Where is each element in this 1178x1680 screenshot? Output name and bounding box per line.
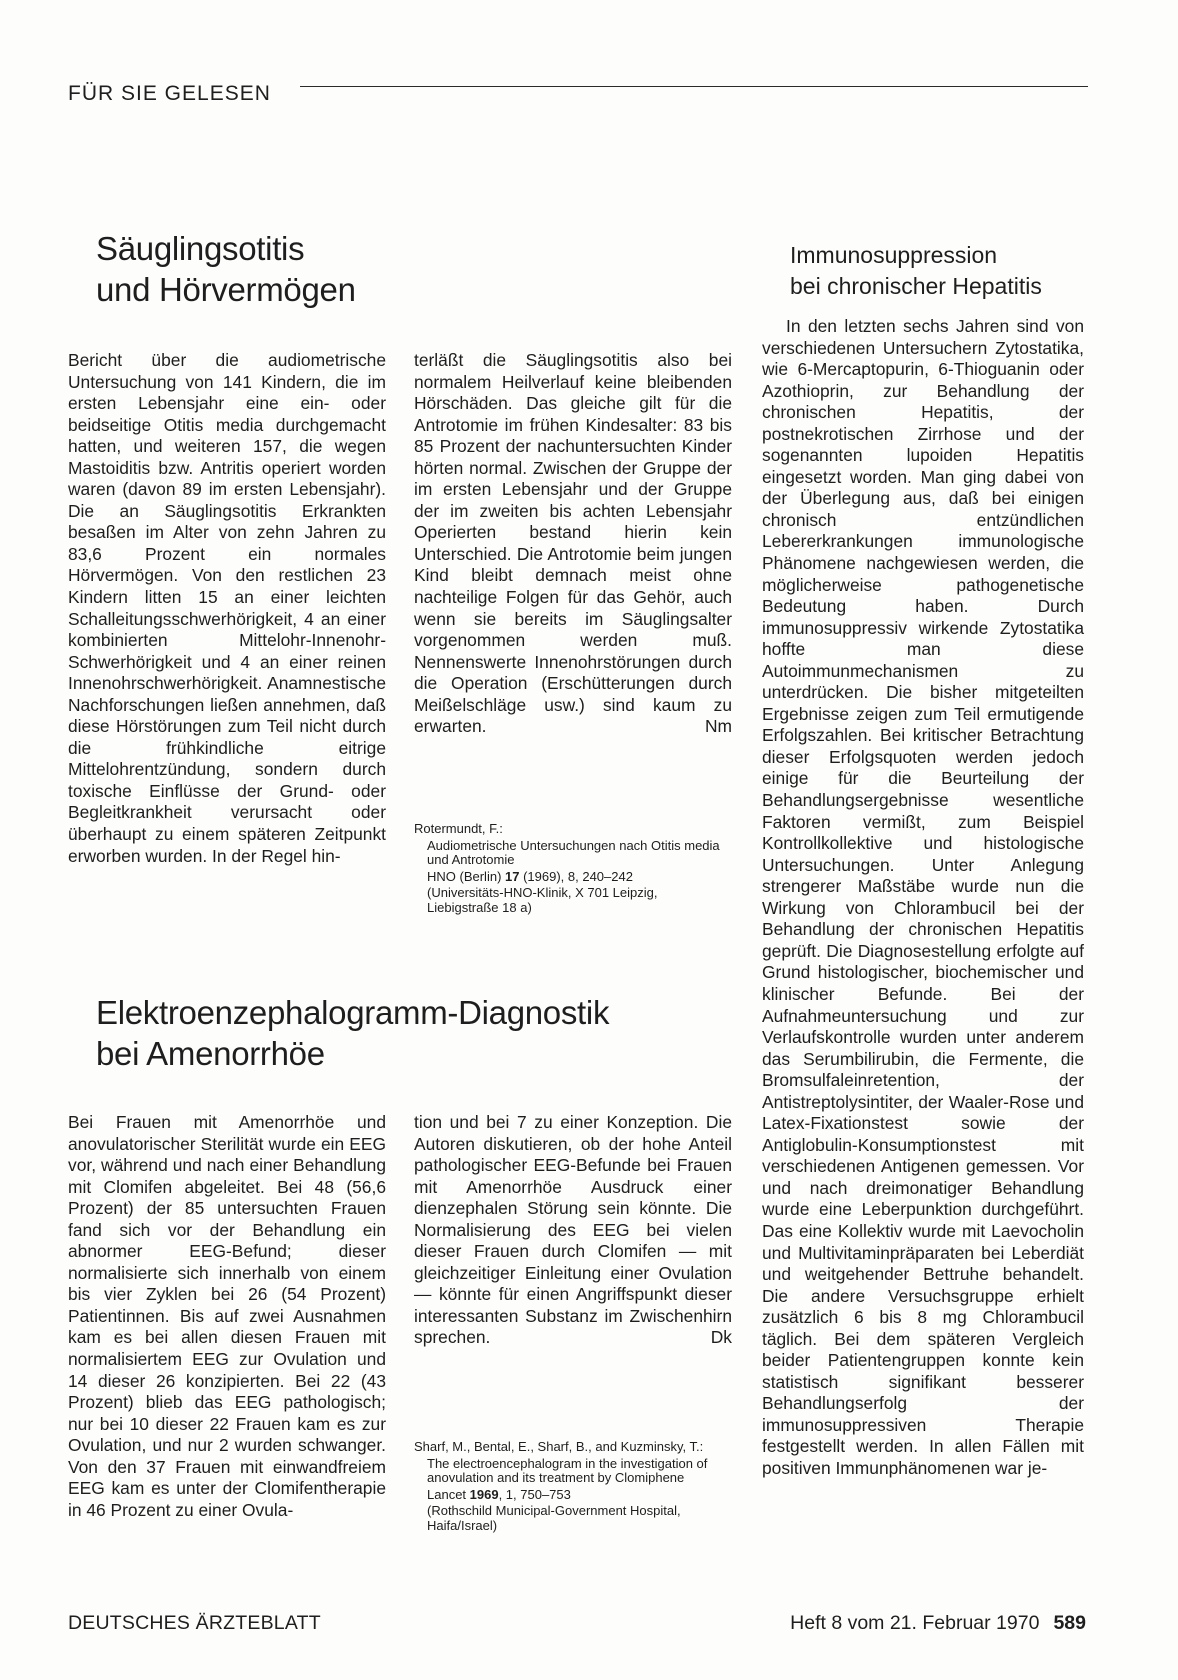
reference-address: (Rothschild Municipal-Government Hospital, Haifa/Israel) xyxy=(427,1503,681,1533)
title-line: Elektroenzephalogramm-Diagnostik xyxy=(96,994,610,1031)
body-text: Bericht über die audiometrische Untersuchung von 141 Kindern, die im ersten Lebensjahr eine ein- oder beidseitige Otitis media durchgemacht hatten, und weiteren 157, die wegen Mastoiditis bzw. Antritis operiert worden waren (davon 89 im ersten Lebensjahr). Die an Säuglingsotitis Erkrankten besaßen im Alter von zehn Jahren zu 83,6 Prozent ein normales Hörvermögen. Von den restlichen 23 Kindern litten 15 an einer leichten Schalleitungsschwerhörigkeit, 4 an einer kombinierten Mittelohr-Innenohr-Schwerhörigkeit und 4 an einer reinen Innenohrschwerhörigkeit. Anamnestische Nachforschungen ließen annehmen, daß diese Hörstörungen zum Teil nicht durch die frühkindliche eitrige Mittelohrentzündung, sondern durch toxische Einflüsse der Grund- oder Begleitkrankheit verursacht oder überhaupt zu einem späteren Zeitpunkt erworben wurden. In der Regel hin- xyxy=(68,350,386,866)
reference-details xyxy=(414,1457,732,1534)
reference-author: Rotermundt, F.: xyxy=(414,821,503,836)
reference-title: The electroencephalogram in the investigation of anovulation and its treatment by Clomiphene xyxy=(427,1455,708,1485)
issue-date: Heft 8 vom 21. Februar 1970 xyxy=(790,1612,1040,1634)
article1-column-2 xyxy=(414,350,732,738)
reference-address: (Universitäts-HNO-Klinik, X 701 Leipzig, Liebigstraße 18 a) xyxy=(427,885,658,915)
title-line: Immunosuppression xyxy=(790,242,998,268)
author-signature: Dk xyxy=(710,1327,732,1348)
article1-column-1 xyxy=(68,350,386,867)
reference-journal: HNO (Berlin) 17 (1969), 8, 240–242 xyxy=(427,868,633,884)
header-rule xyxy=(300,86,1088,87)
title-line: bei Amenorrhöe xyxy=(96,1035,325,1072)
title-line: und Hörvermögen xyxy=(96,271,356,308)
body-text: tion und bei 7 zu einer Konzeption. Die Autoren diskutieren, ob der hohe Anteil pathologischer EEG-Befunde bei Frauen mit Amenorrhöe Ausdruck einer dienzephalen Störung sein könnte. Die Normalisierung des EEG bei vielen dieser Frauen durch Clomifen — mit gleichzeitiger Einleitung einer Ovulation — könnte für einen Angriffspunkt dieser interessanten Substanz im Zwischenhirn sprechen. xyxy=(414,1112,732,1348)
footer-journal-name: DEUTSCHES ÄRZTEBLATT xyxy=(68,1612,321,1634)
article2-column-1 xyxy=(68,1112,386,1521)
body-text: terläßt die Säuglingsotitis also bei normalem Heilverlauf keine bleibenden Hörschäden. Das gleiche gilt für die Antrotomie im frühen Kindesalter: 83 bis 85 Prozent der nachuntersuchten Kinder hörten normal. Zwischen der Gruppe der im ersten Lebensjahr und der Gruppe der im zweiten bis achten Lebensjahr Operierten bestand hierin kein Unterschied. Die Antrotomie beim jungen Kind bleibt demnach meist ohne nachteilige Folgen für das Gehör, auch wenn sie bereits im Säuglingsalter vorgenommen werden muß. Nennenswerte Innenohrstörungen durch die Operation (Erschütterungen durch Meißelschläge usw.) sind kaum zu erwarten. xyxy=(414,350,732,737)
reference-title: Audiometrische Untersuchungen nach Otitis media und Antrotomie xyxy=(427,837,720,867)
footer-issue xyxy=(790,1612,1086,1635)
article-title-eeg-diagnostik xyxy=(96,992,609,1074)
title-line: bei chronischer Hepatitis xyxy=(790,273,1042,299)
article1-reference xyxy=(414,822,732,917)
page-number: 589 xyxy=(1053,1612,1086,1634)
article2-column-2 xyxy=(414,1112,732,1349)
article2-reference xyxy=(414,1440,732,1535)
body-text: In den letzten sechs Jahren sind von verschiedenen Untersuchern Zytostatika, wie 6-Mercaptopurin, 6-Thioguanin oder Azothioprin, zur Behandlung der chronischen Hepatitis, der postnekrotischen Zirrhose und der sogenannten lupoiden Hepatitis eingesetzt worden. Man ging dabei von der Überlegung aus, daß bei einigen chronisch entzündlichen Lebererkrankungen immunologische Phänomene nachgewiesen werden, die möglicherweise pathogenetische Bedeutung haben. Durch immunosuppressiv wirkende Zytostatika hoffte man diese Autoimmunmechanismen zu unterdrücken. Die bisher mitgeteilten Ergebnisse zeigen zum Teil ermutigende Erfolgszahlen. Bei kritischer Betrachtung dieser Erfolgsquoten werden jedoch einige für die Beurteilung der Behandlungsergebnisse wesentliche Faktoren vermißt, zum Beispiel Kontrollkollektive und histologische Untersuchungen. Unter Anlegung strengerer Maßstäbe wurde nun die Wirkung von Chlorambucil bei der Behandlung der chronischen Hepatitis geprüft. Die Diagnosestellung erfolgte auf Grund histologischer, biochemischer und klinischer Befunde. Bei der Aufnahmeuntersuchung und zur Verlaufskontrolle wurden unter anderem das Serumbilirubin, die Fermente, die Bromsulfaleinretention, der Antistreptolysintiter, der Waaler-Rose und Latex-Fixationstest sowie der Antiglobulin-Konsumptionstest mit verschiedenen Antigenen gemessen. Vor und nach dreimonatiger Behandlung wurde eine Leberpunktion durchgeführt. Das eine Kollektiv wurde mit Laevocholin und Multivitaminpräparaten bei Leberdiät und weitgehender Bettruhe behandelt. Die andere Versuchsgruppe erhielt zusätzlich 6 bis 8 mg Chlorambucil täglich. Bei dem späteren Vergleich beider Patientengruppen konnte kein statistisch signifikant besserer Behandlungserfolg der immunosuppressiven Therapie festgestellt werden. In allen Fällen mit positiven Immunphänomenen war je- xyxy=(762,316,1084,1478)
title-line: Säuglingsotitis xyxy=(96,230,305,267)
author-signature: Nm xyxy=(704,716,732,737)
reference-details xyxy=(414,839,732,916)
article3-column xyxy=(762,316,1084,1480)
reference-author: Sharf, M., Bental, E., Sharf, B., and Kuzminsky, T.: xyxy=(414,1439,704,1454)
article-title-saeuglingsotitis xyxy=(96,228,356,310)
section-label: FÜR SIE GELESEN xyxy=(68,82,271,105)
reference-journal: Lancet 1969, 1, 750–753 xyxy=(427,1486,571,1502)
body-text: Bei Frauen mit Amenorrhöe und anovulatorischer Sterilität wurde ein EEG vor, während und nach einer Behandlung mit Clomifen abgeleitet. Bei 48 (56,6 Prozent) der 85 untersuchten Frauen fand sich vor der Behandlung ein abnormer EEG-Befund; dieser normalisierte sich innerhalb von einem bis vier Zyklen bei 26 (54 Prozent) Patientinnen. Bis auf zwei Ausnahmen kam es bei allen diesen Frauen mit normalisiertem EEG zur Ovulation und 14 dieser 26 konzipierten. Bei 22 (43 Prozent) blieb das EEG pathologisch; nur bei 10 dieser 22 Frauen kam es zur Ovulation, und nur 2 wurden schwanger. Von den 37 Frauen mit einwandfreiem EEG kam es unter der Clomifentherapie in 46 Prozent zu einer Ovula- xyxy=(68,1112,386,1520)
article-title-immunosuppression xyxy=(790,240,1042,302)
